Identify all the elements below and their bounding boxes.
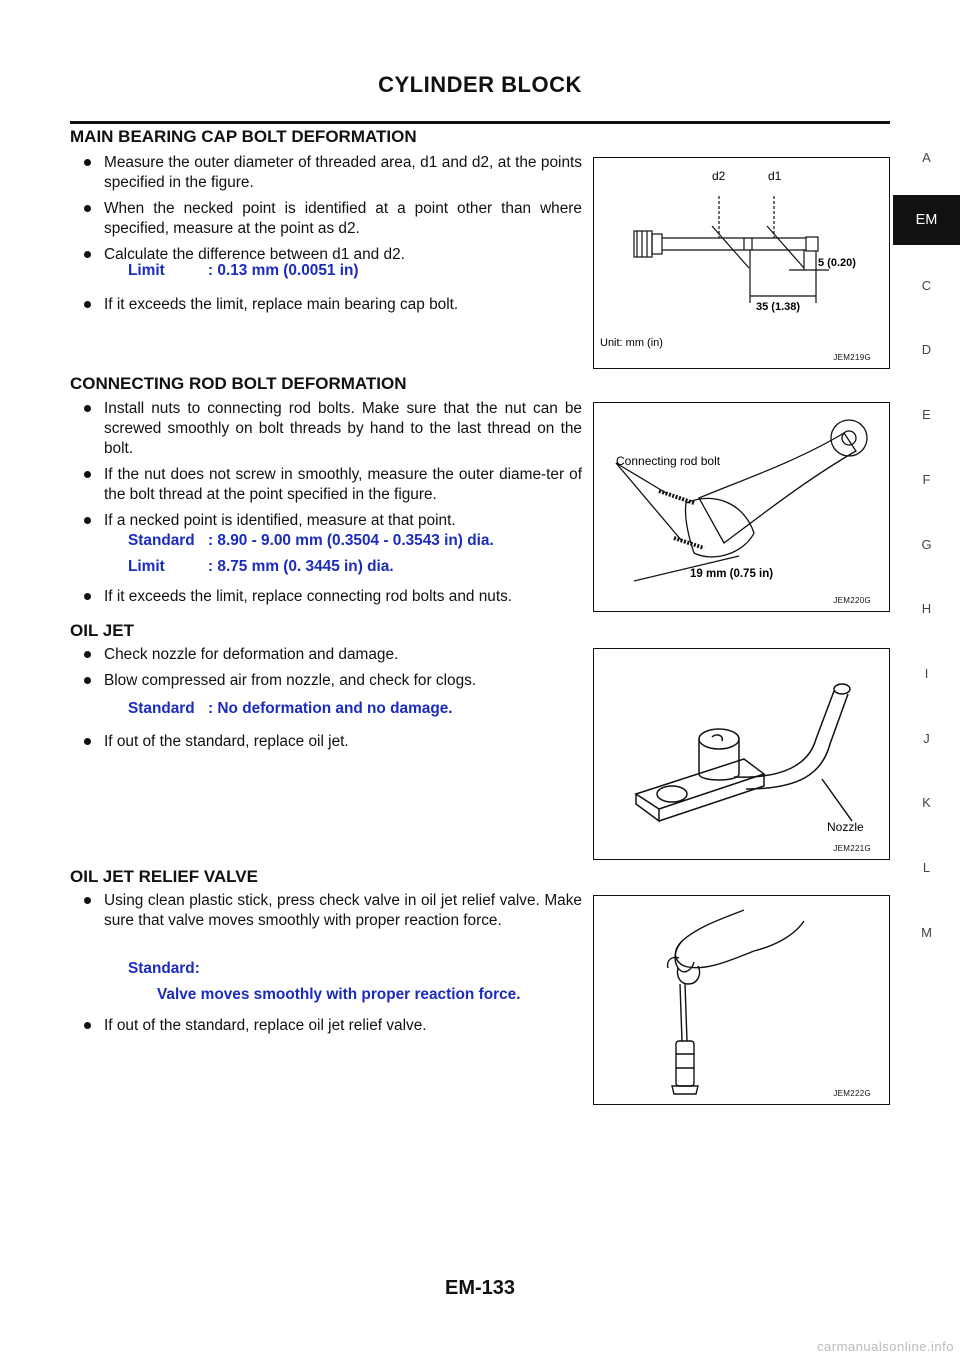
spec-row: Standard : No deformation and no damage. [128, 700, 453, 717]
bullet-icon [84, 651, 91, 658]
label-d1: d1 [768, 169, 782, 183]
side-index-a[interactable]: A [922, 150, 931, 165]
side-index-i[interactable]: I [924, 666, 929, 681]
side-index-h[interactable]: H [921, 601, 932, 616]
list-item: Using clean plastic stick, press check valve in oil jet relief valve. Make sure that valve moves smoothly with proper reaction force. [70, 891, 582, 931]
bullet-icon [84, 677, 91, 684]
watermark[interactable]: carmanualsonline.info [817, 1339, 954, 1354]
label-nozzle: Nozzle [827, 820, 864, 834]
list-item: When the necked point is identified at a point other than where specified, measure at the point as d2. [70, 199, 582, 239]
label-5mm: 5 (0.20) [818, 257, 856, 269]
bullet-list-connecting-rod-2 [70, 587, 582, 613]
bullet-list-connecting-rod [70, 399, 582, 537]
list-item: Install nuts to connecting rod bolts. Make sure that the nut can be screwed smoothly on bolt threads by hand to the last thread on the bolt. [70, 399, 582, 459]
bullet-list-oil-jet [70, 645, 582, 697]
bullet-list-relief-valve [70, 891, 582, 937]
list-item: If it exceeds the limit, replace main bearing cap bolt. [70, 295, 582, 315]
side-index-em-active[interactable]: EM [893, 195, 960, 245]
list-item: If the nut does not screw in smoothly, measure the outer diame-ter of the bolt thread at the point specified in the figure. [70, 465, 582, 505]
label-unit: Unit: mm (in) [600, 337, 663, 349]
page-title: CYLINDER BLOCK [378, 72, 582, 97]
bullet-list-main-bearing [70, 153, 582, 271]
figure-connecting-rod-bolt [593, 402, 890, 612]
side-index-k[interactable]: K [922, 795, 931, 810]
bullet-list-relief-valve-2 [70, 1016, 582, 1042]
figure-code: JEM220G [833, 596, 871, 605]
spec-row: Standard: [128, 960, 200, 977]
spec-row: Valve moves smoothly with proper reaction force. [157, 986, 521, 1003]
section-heading-connecting-rod: CONNECTING ROD BOLT DEFORMATION [70, 374, 407, 393]
bullet-icon [84, 517, 91, 524]
bolt-diagram [594, 158, 889, 368]
label-19mm: 19 mm (0.75 in) [690, 568, 774, 580]
bullet-icon [84, 738, 91, 745]
title-rule [70, 121, 890, 124]
bullet-icon [84, 159, 91, 166]
list-item: If it exceeds the limit, replace connecting rod bolts and nuts. [70, 587, 582, 607]
list-item: If out of the standard, replace oil jet relief valve. [70, 1016, 582, 1036]
label-connecting-rod-bolt: Connecting rod bolt [616, 454, 721, 468]
bullet-icon [84, 1022, 91, 1029]
list-item: Check nozzle for deformation and damage. [70, 645, 582, 665]
section-heading-oil-jet-relief-valve: OIL JET RELIEF VALVE [70, 867, 258, 886]
label-d2: d2 [712, 169, 726, 183]
bullet-icon [84, 897, 91, 904]
bullet-icon [84, 593, 91, 600]
list-item: Blow compressed air from nozzle, and check for clogs. [70, 671, 582, 691]
bullet-list-oil-jet-2 [70, 732, 582, 758]
bullet-list-main-bearing-2 [70, 295, 582, 321]
spec-row: Limit : 8.75 mm (0. 3445 in) dia. [128, 558, 394, 575]
side-index-e[interactable]: E [922, 407, 931, 422]
side-index-d[interactable]: D [921, 342, 932, 357]
section-heading-main-bearing: MAIN BEARING CAP BOLT DEFORMATION [70, 127, 417, 146]
connecting-rod-diagram [594, 403, 889, 611]
side-index-g[interactable]: G [921, 537, 932, 552]
list-item: Measure the outer diameter of threaded area, d1 and d2, at the points specified in the figure. [70, 153, 582, 193]
list-item: If out of the standard, replace oil jet. [70, 732, 582, 752]
side-index-m[interactable]: M [921, 925, 932, 940]
list-item: If a necked point is identified, measure at that point. [70, 511, 582, 531]
bullet-icon [84, 205, 91, 212]
figure-code: JEM222G [833, 1089, 871, 1098]
side-index-f[interactable]: F [922, 472, 931, 487]
figure-main-bearing-cap-bolt [593, 157, 890, 369]
bullet-icon [84, 405, 91, 412]
oil-jet-diagram [594, 649, 889, 859]
figure-oil-jet [593, 648, 890, 860]
bullet-icon [84, 471, 91, 478]
page-number: EM-133 [444, 1277, 516, 1299]
figure-code: JEM221G [833, 844, 871, 853]
section-heading-oil-jet: OIL JET [70, 621, 134, 640]
bullet-icon [84, 251, 91, 258]
side-index-c[interactable]: C [921, 278, 932, 293]
bullet-icon [84, 301, 91, 308]
list-item: Calculate the difference between d1 and d2. [70, 245, 582, 265]
relief-valve-diagram [594, 896, 889, 1104]
side-index-l[interactable]: L [922, 860, 931, 875]
spec-row: Standard : 8.90 - 9.00 mm (0.3504 - 0.3543 in) dia. [128, 532, 494, 549]
figure-code: JEM219G [833, 353, 871, 362]
side-index-j[interactable]: J [923, 731, 930, 746]
figure-oil-jet-relief-valve [593, 895, 890, 1105]
spec-row: Limit : 0.13 mm (0.0051 in) [128, 262, 359, 279]
label-35mm: 35 (1.38) [756, 301, 801, 313]
